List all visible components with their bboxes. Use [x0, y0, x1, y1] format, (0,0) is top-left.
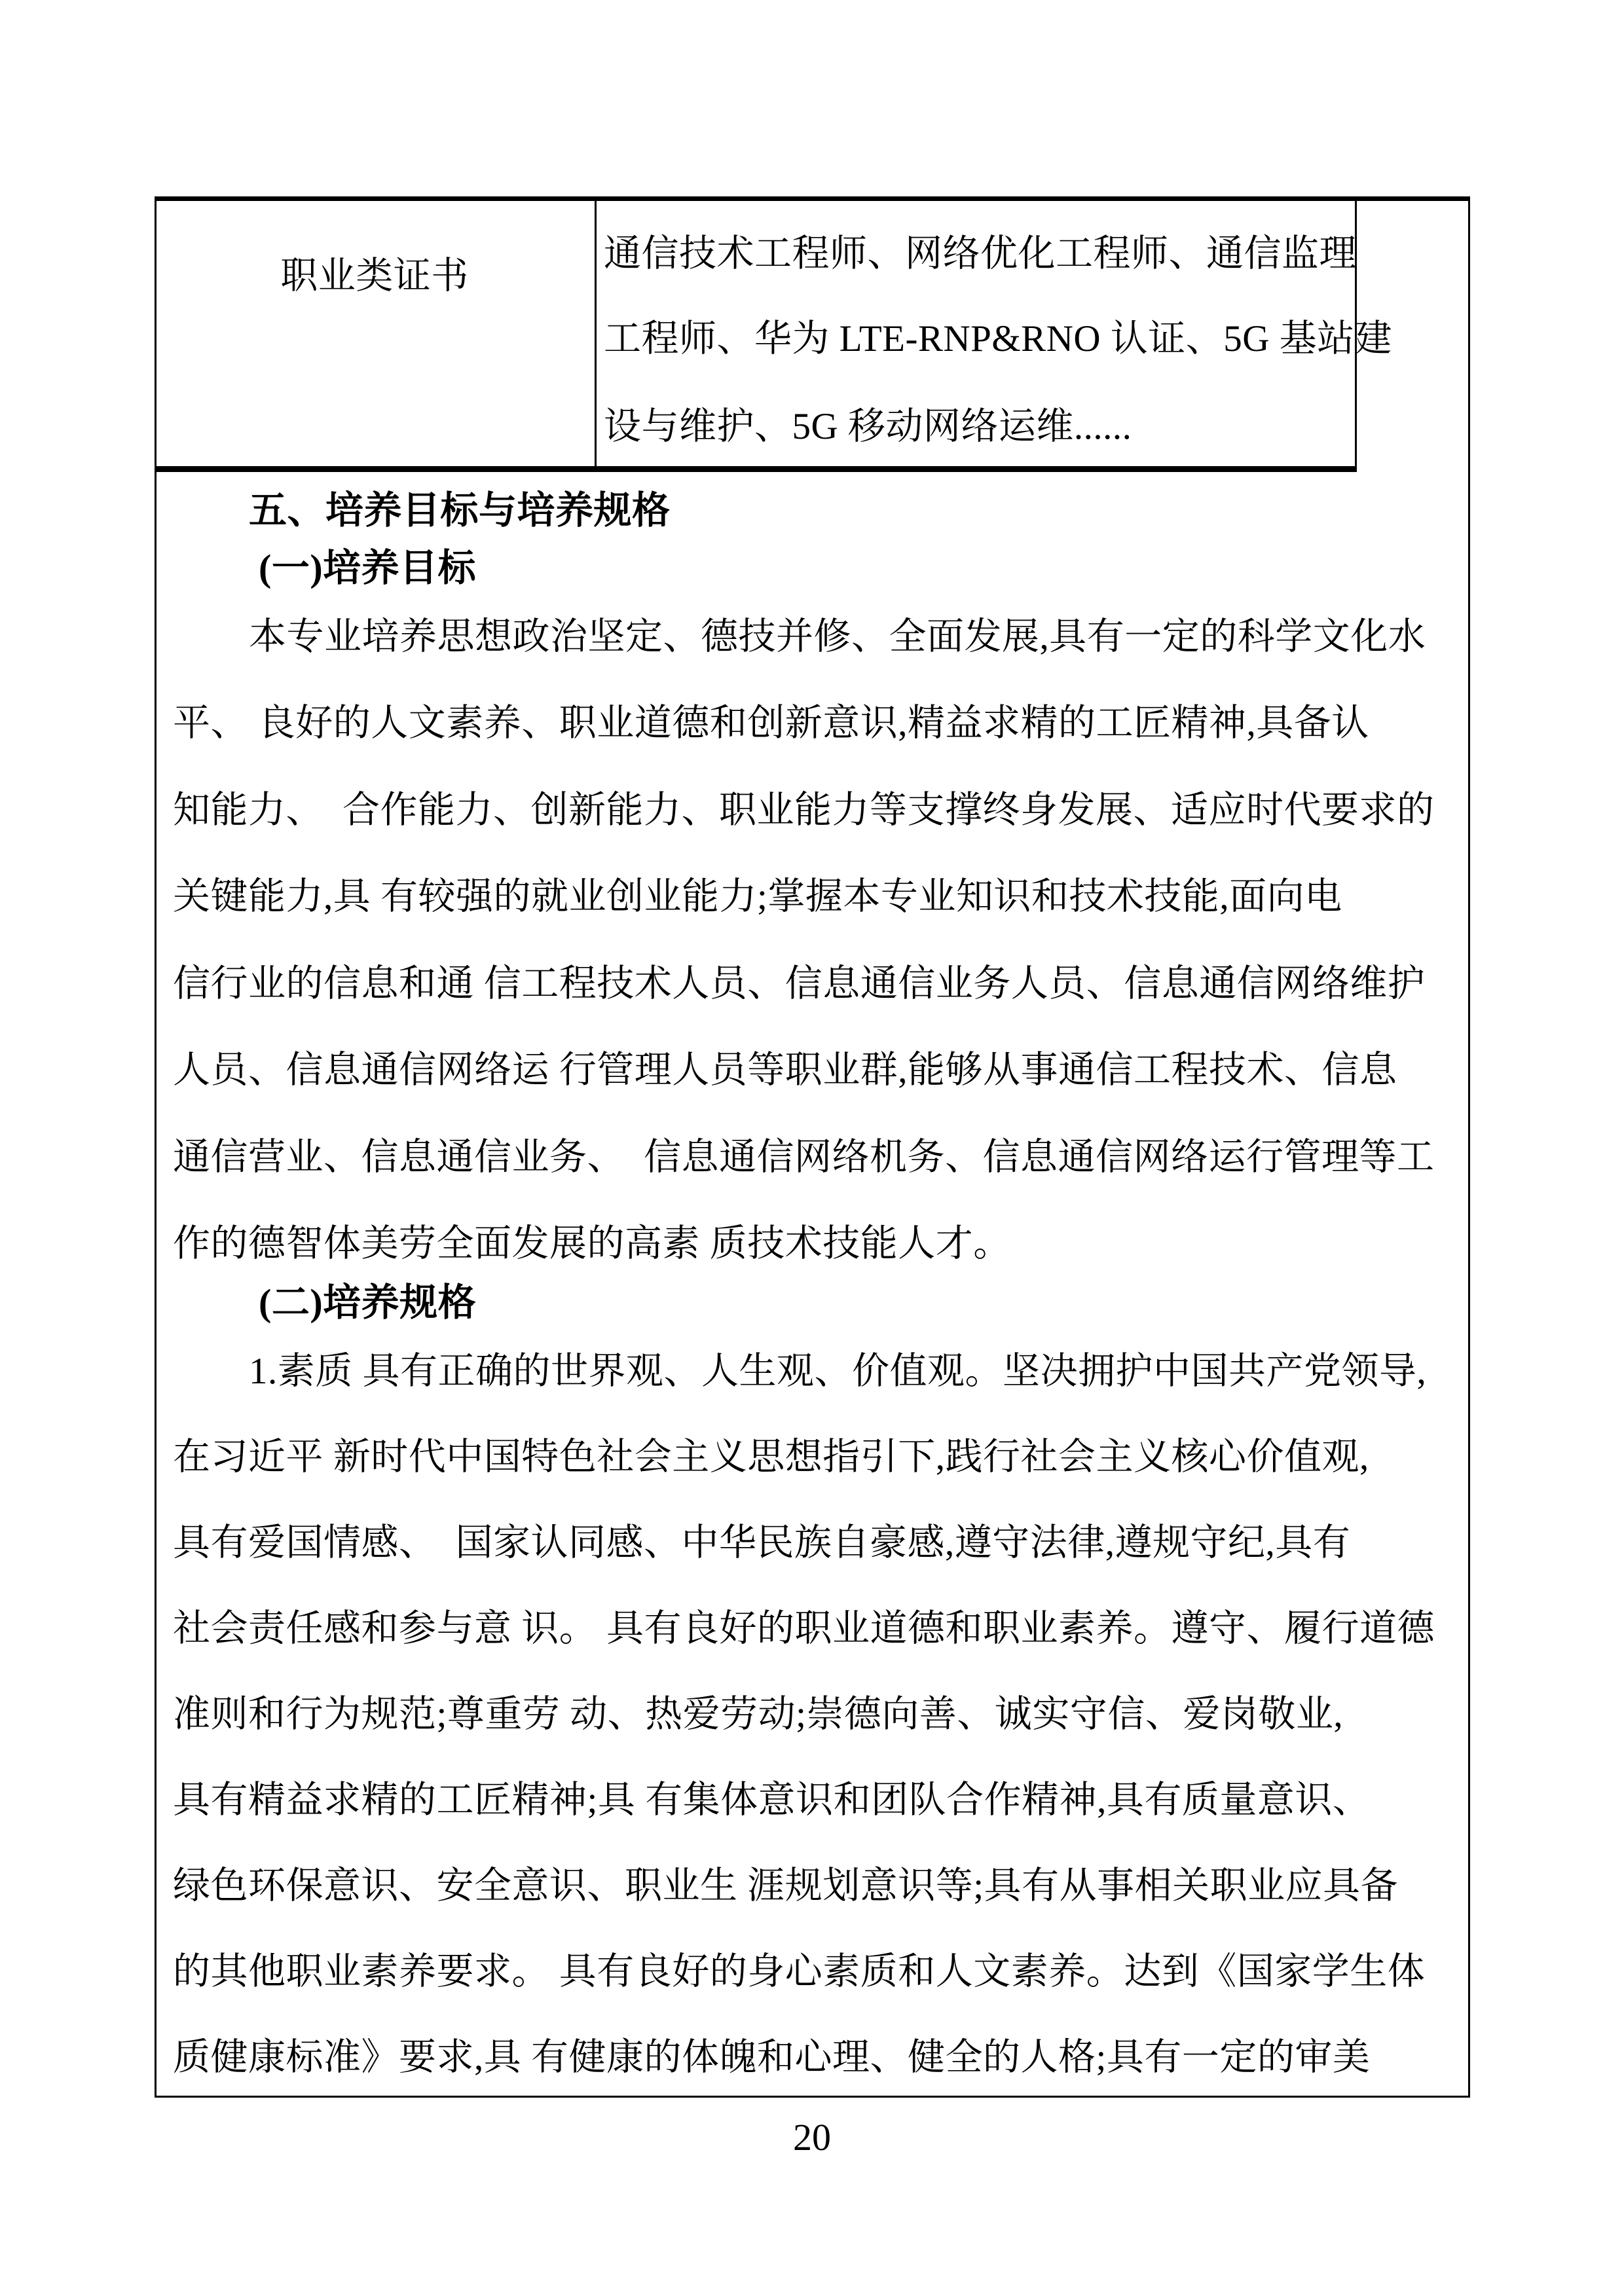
paragraph-line: 准则和行为规范;尊重劳 动、热爱劳动;崇德向善、诚实守信、爱岗敬业, [173, 1694, 1344, 1735]
section-heading-main: 五、培养目标与培养规格 [249, 489, 671, 532]
table-column-divider [595, 196, 597, 466]
section-heading-sub2: (二)培养规格 [259, 1281, 477, 1324]
paragraph-line: 1.素质 具有正确的世界观、人生观、价值观。坚决拥护中国共产党领导, [249, 1351, 1427, 1392]
paragraph-line: 知能力、 合作能力、创新能力、职业能力等支撑终身发展、适应时代要求的 [173, 790, 1435, 831]
section-heading-sub1: (一)培养目标 [259, 547, 477, 589]
paragraph-line: 具有爱国情感、 国家认同感、中华民族自豪感,遵守法律,遵规守纪,具有 [173, 1522, 1351, 1563]
page-number: 20 [793, 2116, 831, 2159]
paragraph-line: 通信营业、信息通信业务、 信息通信网络机务、信息通信网络运行管理等工 [173, 1137, 1435, 1178]
paragraph-line: 平、 良好的人文素养、职业道德和创新意识,精益求精的工匠精神,具备认 [173, 702, 1369, 744]
paragraph-line: 关键能力,具 有较强的就业创业能力;掌握本专业知识和技术技能,面向电 [173, 876, 1342, 917]
paragraph-line: 绿色环保意识、安全意识、职业生 涯规划意识等;具有从事相关职业应具备 [173, 1865, 1399, 1906]
certificate-row-label: 职业类证书 [280, 255, 469, 297]
paragraph-line: 作的德智体美劳全面发展的高素 质技术技能人才。 [173, 1223, 1011, 1264]
certificate-value-line: 设与维护、5G 移动网络运维...... [604, 406, 1132, 447]
paragraph-line: 的其他职业素养要求。 具有良好的身心素质和人文素养。达到《国家学生体 [173, 1951, 1426, 1992]
paragraph-line: 人员、信息通信网络运 行管理人员等职业群,能够从事通信工程技术、信息 [173, 1049, 1397, 1091]
paragraph-line: 社会责任感和参与意 识。 具有良好的职业道德和职业素养。遵守、履行道德 [173, 1608, 1435, 1649]
paragraph-line: 信行业的信息和通 信工程技术人员、信息通信业务人员、信息通信网络维护 [173, 963, 1426, 1004]
paragraph-line: 质健康标准》要求,具 有健康的体魄和心理、健全的人格;具有一定的审美 [173, 2037, 1371, 2078]
certificate-value-line: 工程师、华为 LTE-RNP&RNO 认证、5G 基站建 [604, 318, 1393, 359]
certificate-value-line: 通信技术工程师、网络优化工程师、通信监理 [604, 233, 1357, 274]
paragraph-line: 本专业培养思想政治坚定、德技并修、全面发展,具有一定的科学文化水 [249, 616, 1426, 657]
paragraph-line: 在习近平 新时代中国特色社会主义思想指引下,践行社会主义核心价值观, [173, 1436, 1369, 1478]
paragraph-line: 具有精益求精的工匠精神;具 有集体意识和团队合作精神,具有质量意识、 [173, 1779, 1371, 1821]
